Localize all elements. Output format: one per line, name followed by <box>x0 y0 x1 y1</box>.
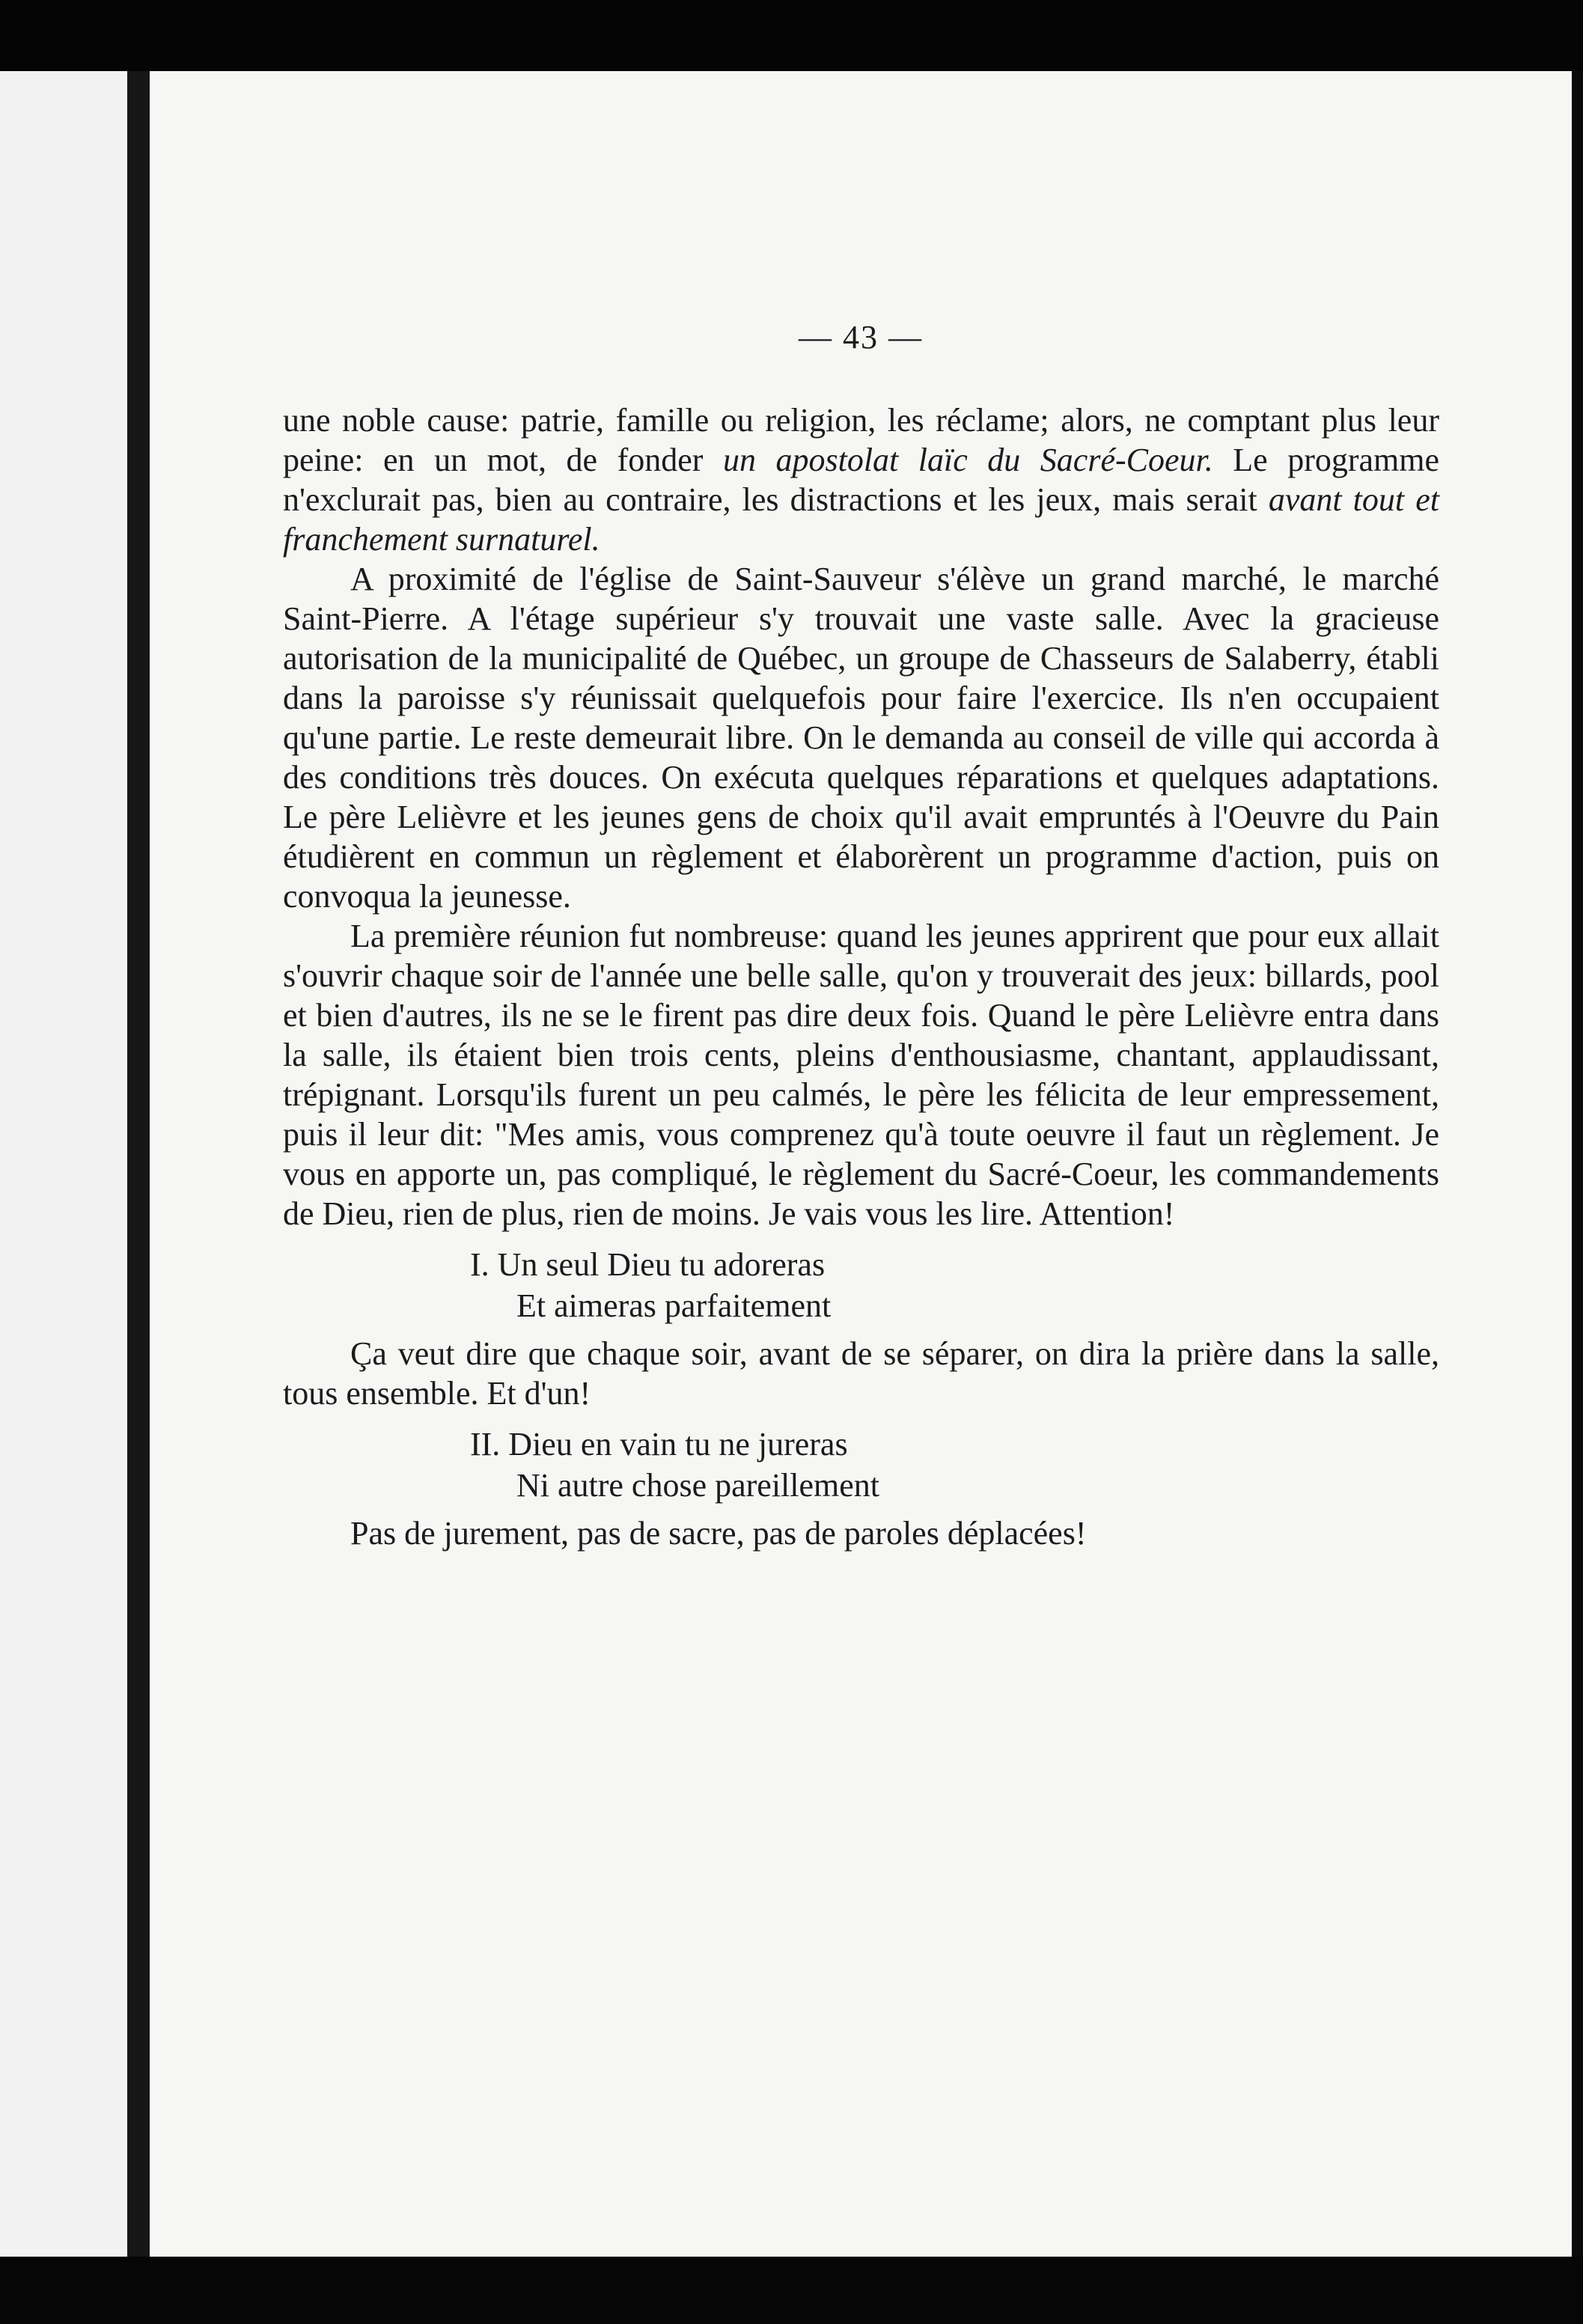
scan-bottom-border <box>0 2257 1583 2324</box>
paragraph-1-text-a: une noble cause: patrie, famille ou religion, les réclame; alors, ne comptant plus leur peine: en un mot, de fonder <box>283 402 1439 478</box>
book-page <box>150 71 1572 2257</box>
commandment-1-line-1: I. Un seul Dieu tu adoreras <box>470 1246 826 1283</box>
paragraph-1-text-c: Le programme n'exclurait pas, bien au contraire, les distractions et les jeux, mais serait <box>283 442 1439 518</box>
paragraph-3: La première réunion fut nombreuse: quand les jeunes apprirent que pour eux allait s'ouvrir chaque soir de l'année une belle salle, qu'on y trouverait des jeux: billards, pool et bien d'autres, ils ne se le firent pas dire deux fois. Quand le père Lelièvre entra dans la salle, ils étaient bien trois cents, pleins d'enthousiasme, chantant, applaudissant, trépignant. Lorsqu'ils furent un peu calmés, le père les félicita de leur empressement, puis il leur dit: "Mes amis, vous comprenez qu'à toute oeuvre il faut un règlement. Je vous en apporte un, pas compliqué, le règlement du Sacré-Coeur, les commandements de Dieu, rien de plus, rien de moins. Je vais vous les lire. Attention! <box>283 918 1439 1232</box>
commandment-2-line-2: Ni autre chose pareillement <box>516 1467 880 1504</box>
body-text <box>283 400 1439 1553</box>
scan-top-border <box>0 0 1583 71</box>
paragraph-1-italic-b: un apostolat laïc du Sacré-Coeur. <box>722 442 1213 478</box>
commandment-1 <box>470 1244 1439 1326</box>
paragraph-5: Pas de jurement, pas de sacre, pas de paroles déplacées! <box>350 1515 1087 1552</box>
paragraph-1-italic-d: avant tout et franchement surnaturel. <box>283 481 1439 558</box>
paragraph-4: Ça veut dire que chaque soir, avant de se séparer, on dira la prière dans la salle, tous ensemble. Et d'un! <box>283 1335 1439 1412</box>
facing-page-edge <box>0 71 132 2257</box>
paragraph-1 <box>283 400 1439 559</box>
book-gutter <box>127 71 150 2257</box>
commandment-1-line-2: Et aimeras parfaitement <box>516 1287 832 1324</box>
commandment-2-line-1: II. Dieu en vain tu ne jureras <box>470 1426 848 1463</box>
commandment-2 <box>470 1424 1439 1506</box>
page-number: — 43 — <box>799 319 923 356</box>
paragraph-2: A proximité de l'église de Saint-Sauveur s'élève un grand marché, le marché Saint-Pierre. A l'étage supérieur s'y trouvait une vaste salle. Avec la gracieuse autorisation de la municipalité de Québec, un groupe de Chasseurs de Salaberry, établi dans la paroisse s'y réunissait quelquefois pour faire l'exercice. Ils n'en occupaient qu'une partie. Le reste demeurait libre. On le demanda au conseil de ville qui accorda à des conditions très douces. On exécuta quelques réparations et quelques adaptations. Le père Lelièvre et les jeunes gens de choix qu'il avait empruntés à l'Oeuvre du Pain étudièrent en commun un règlement et élaborèrent un programme d'action, puis on convoqua la jeunesse. <box>283 561 1439 915</box>
